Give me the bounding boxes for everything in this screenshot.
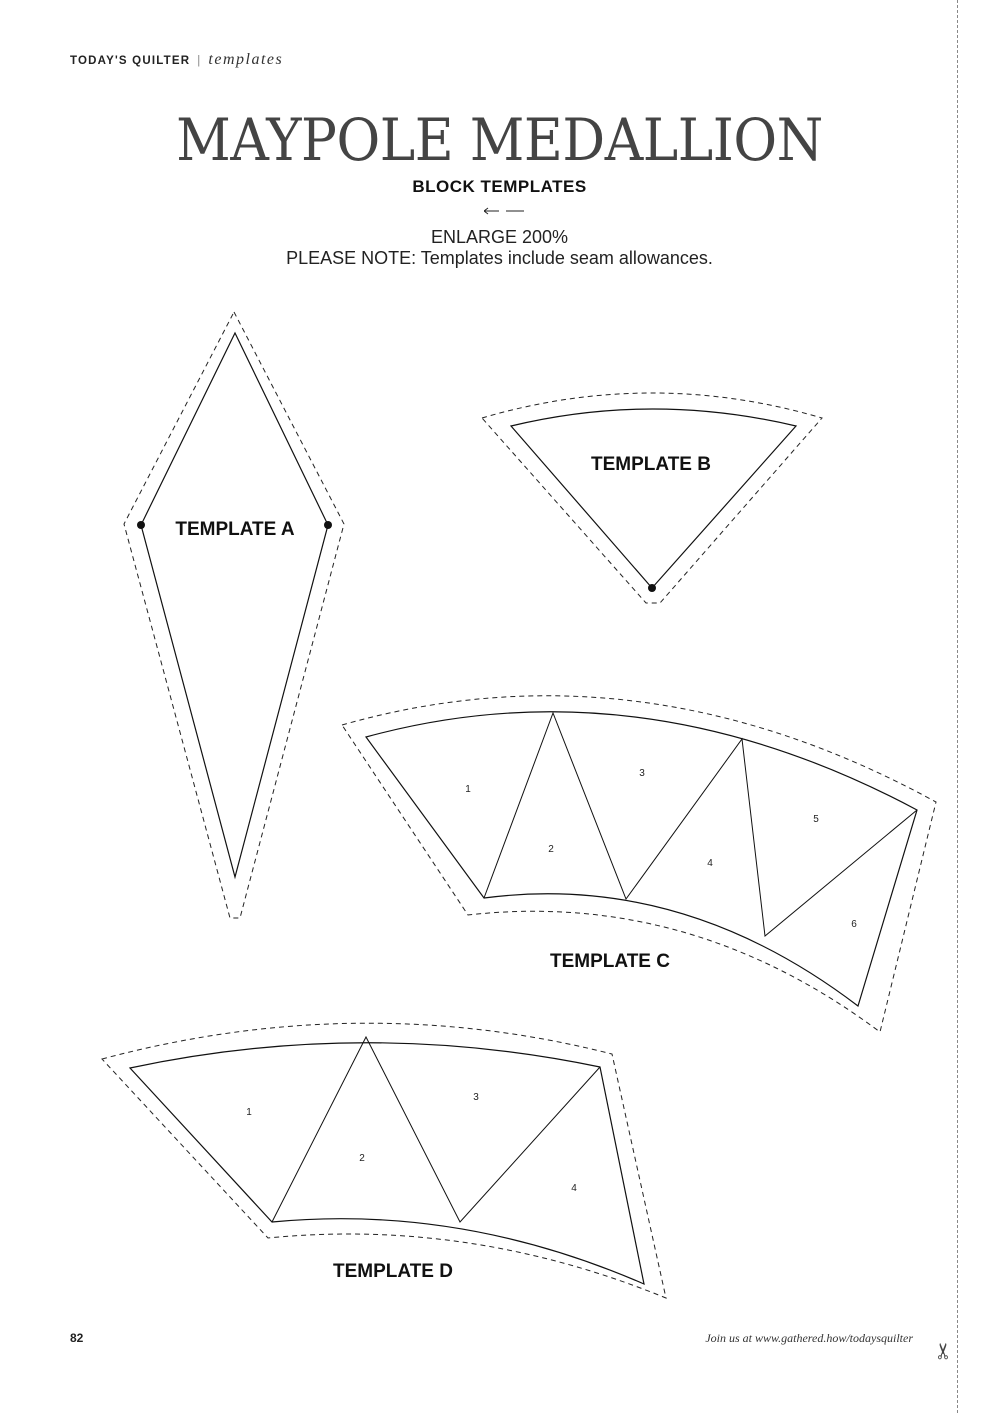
template-a-sew-line bbox=[141, 333, 328, 877]
page-number: 82 bbox=[70, 1331, 84, 1345]
template-a-dot-left bbox=[137, 521, 145, 529]
template-b-dot bbox=[648, 584, 656, 592]
page-subtitle: BLOCK TEMPLATES bbox=[412, 177, 587, 196]
template-d-cut-line bbox=[102, 1023, 666, 1298]
section-name: templates bbox=[208, 51, 284, 68]
header-separator: | bbox=[197, 55, 202, 67]
page-cut-line bbox=[957, 0, 958, 1413]
template-d-piece-lines bbox=[272, 1037, 600, 1222]
template-a-cut-line bbox=[124, 312, 344, 918]
template-c-piece-6: 6 bbox=[851, 919, 857, 930]
template-c-piece-lines bbox=[484, 713, 917, 936]
template-c-piece-5: 5 bbox=[813, 814, 819, 825]
template-b-cut-line bbox=[482, 393, 822, 603]
template-d-label: TEMPLATE D bbox=[333, 1261, 453, 1282]
template-a-dot-right bbox=[324, 521, 332, 529]
template-c-label: TEMPLATE C bbox=[550, 951, 670, 972]
magazine-brand: TODAY'S QUILTER bbox=[70, 55, 191, 67]
template-c-piece-2: 2 bbox=[548, 844, 554, 855]
template-c bbox=[342, 696, 936, 1032]
template-d-piece-3: 3 bbox=[473, 1092, 479, 1103]
template-d bbox=[102, 1023, 666, 1298]
enlarge-note: ENLARGE 200% bbox=[430, 227, 569, 247]
scissors-icon: ✂ bbox=[931, 1341, 957, 1361]
template-d-piece-4: 4 bbox=[571, 1183, 577, 1194]
template-a bbox=[124, 312, 344, 918]
seam-allowance-note: PLEASE NOTE: Templates include seam allowances. bbox=[286, 248, 713, 268]
template-c-piece-3: 3 bbox=[639, 768, 645, 779]
template-c-piece-4: 4 bbox=[707, 858, 713, 869]
page-title: MAYPOLE MEDALLION bbox=[176, 106, 823, 174]
template-c-piece-1: 1 bbox=[465, 784, 471, 795]
template-b bbox=[482, 393, 822, 603]
template-b-sew-line bbox=[511, 409, 796, 588]
template-b-label: TEMPLATE B bbox=[591, 454, 711, 475]
template-c-cut-line bbox=[342, 696, 936, 1032]
template-d-piece-1: 1 bbox=[246, 1107, 252, 1118]
template-a-label: TEMPLATE A bbox=[175, 519, 295, 540]
template-d-piece-2: 2 bbox=[359, 1153, 365, 1164]
website-link[interactable]: Join us at www.gathered.how/todaysquilter bbox=[705, 1331, 913, 1345]
